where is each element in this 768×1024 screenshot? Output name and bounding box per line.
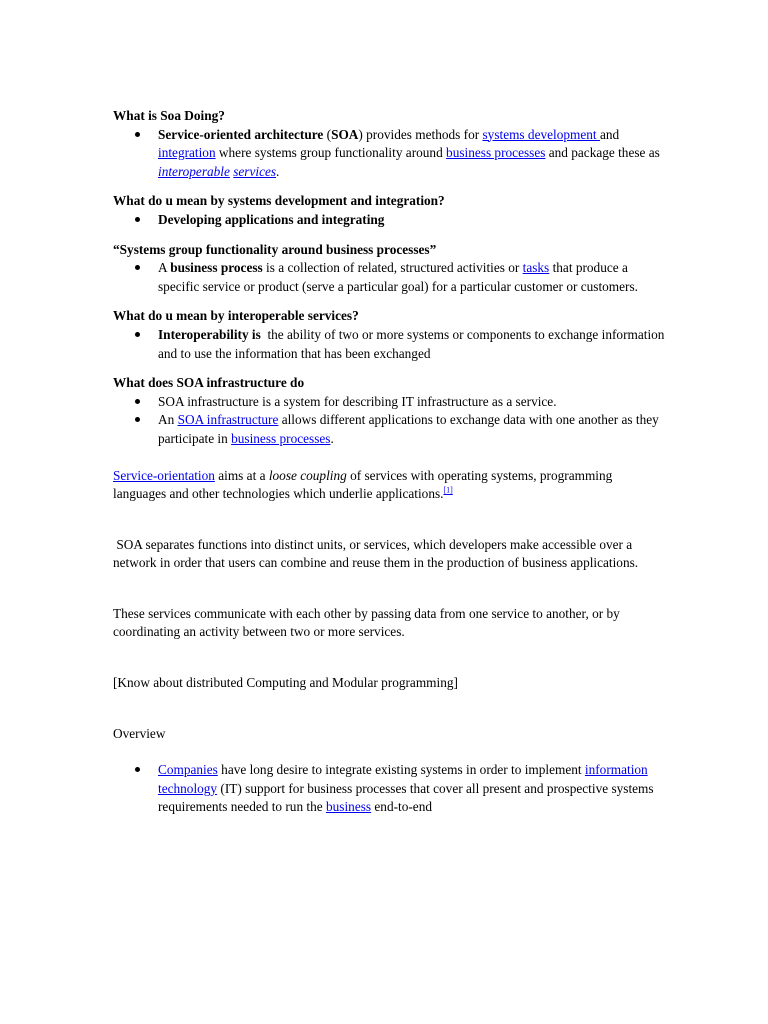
section-heading: What does SOA infrastructure do (113, 375, 305, 391)
link-services[interactable]: services (233, 163, 277, 179)
bullet-list (113, 126, 668, 182)
bullet-list (113, 761, 668, 817)
section-heading: What do u mean by systems development and integration? (113, 193, 445, 209)
list-item (113, 126, 668, 182)
text-run: ( (323, 126, 332, 142)
link-companies[interactable]: Companies (158, 762, 218, 778)
text-run: of services with operating systems, programming languages and other technologies which underlie applications. (113, 467, 613, 502)
text-run: have long desire to integrate existing systems in order to implement (217, 762, 585, 778)
link-soa-infrastructure[interactable]: SOA infrastructure (177, 412, 279, 428)
link-business-processes[interactable]: business processes (231, 430, 331, 446)
text-run: An (158, 412, 178, 428)
text-run: and (599, 126, 620, 142)
text-run: . (330, 430, 334, 446)
term-bold: Service-oriented architecture (158, 126, 324, 142)
term-bold: business process (170, 260, 263, 276)
paragraph: These services communicate with each other by passing data from one service to another, or by coordinating an activity between two or more services. (113, 605, 620, 640)
list-item: SOA infrastructure is a system for describing IT infrastructure as a service. (113, 393, 668, 412)
paragraph (113, 467, 668, 504)
text-run: where systems group functionality around (215, 145, 447, 161)
paragraph: [Know about distributed Computing and Modular programming] (113, 675, 458, 691)
list-item (113, 761, 668, 817)
section-heading: “Systems group functionality around business processes” (113, 241, 437, 257)
text-run: that produce a specific service or product (serve a particular goal) for a particular customer or customers. (158, 260, 638, 294)
text-run: and package these as (545, 145, 660, 161)
text-run: is a collection of related, structured activities or (262, 260, 523, 276)
text-run: aims at a (214, 467, 269, 483)
document-body (113, 107, 668, 817)
list-item (113, 411, 668, 448)
link-information-technology[interactable]: information technology (158, 762, 648, 796)
link-tasks[interactable]: tasks (522, 260, 550, 276)
bullet-list (113, 326, 668, 363)
list-item (113, 326, 668, 363)
link-business[interactable]: business (326, 799, 372, 815)
bullet-list (113, 259, 668, 296)
section-heading: What is Soa Doing? (113, 108, 225, 123)
section-heading: What do u mean by interoperable services? (113, 308, 359, 324)
link-business-processes[interactable]: business processes (446, 145, 546, 161)
text-run: ) provides methods for (358, 126, 483, 142)
term-bold: Developing applications and integrating (158, 211, 385, 227)
text-run: A (158, 260, 171, 276)
link-service-orientation[interactable]: Service-orientation (113, 467, 215, 483)
bullet-list (113, 211, 668, 230)
footnote-link[interactable]: [1] (443, 485, 453, 495)
text-run: (IT) support for business processes that cover all present and prospective systems requirements needed to run the (158, 780, 654, 815)
list-item (113, 259, 668, 296)
link-integration[interactable]: integration (158, 145, 216, 161)
list-item (113, 211, 668, 230)
term-bold: SOA (331, 126, 359, 142)
bullet-list (113, 393, 668, 449)
text-run: end-to-end (371, 799, 432, 815)
section-heading-overview: Overview (113, 725, 166, 741)
emphasis: loose coupling (268, 467, 347, 483)
text-run: allows different applications to exchange data with one another as they participate in (158, 412, 659, 446)
term-bold: Interoperability is (158, 326, 261, 342)
text-run: . (276, 163, 280, 179)
link-systems-development[interactable]: systems development (482, 126, 600, 142)
link-interoperable[interactable]: interoperable (158, 163, 230, 179)
paragraph: SOA separates functions into distinct units, or services, which developers make accessible over a network in order that users can combine and reuse them in the production of business applications. (113, 536, 639, 571)
text-run: the ability of two or more systems or components to exchange information and to use the information that has been exchanged (158, 326, 668, 361)
